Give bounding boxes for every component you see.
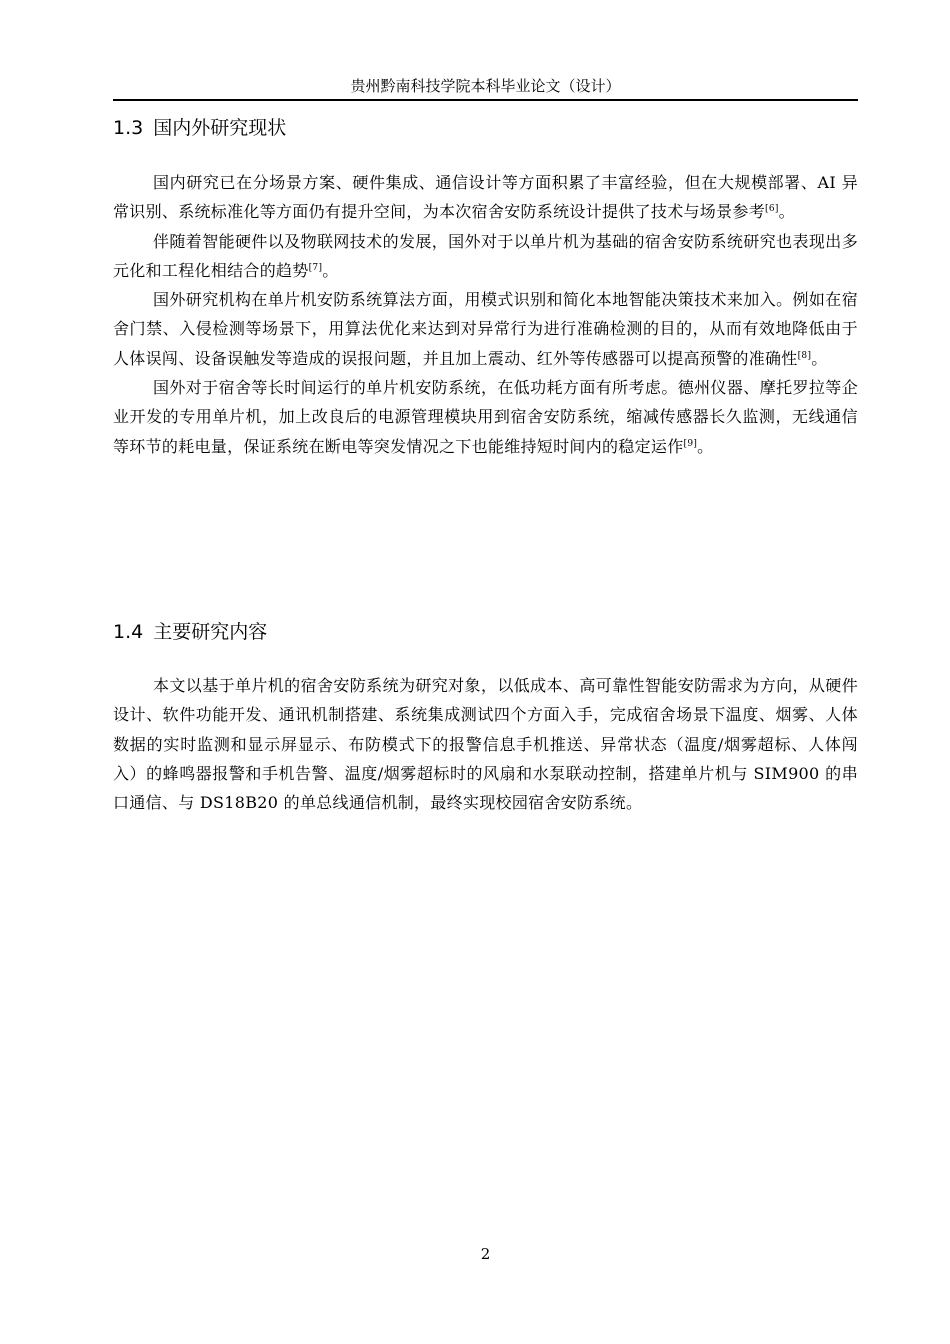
paragraph-end: 。 [322, 260, 339, 280]
section-title: 主要研究内容 [153, 621, 268, 643]
paragraph-text: 国外对于宿舍等长时间运行的单片机安防系统，在低功耗方面有所考虑。德州仪器、摩托罗拉等企业开发的专用单片机，加上改良后的电源管理模块用到宿舍安防系统，缩减传感器长久监测，无线通信等环节的耗电量，保证系统在断电等突发情况之下也能维持短时间内的稳定运作 [113, 378, 858, 456]
section-body-1-3 [113, 168, 858, 461]
paragraph-text: 国外研究机构在单片机安防系统算法方面，用模式识别和简化本地智能决策技术来加入。例如在宿舍门禁、入侵检测等场景下，用算法优化来达到对异常行为进行准确检测的目的，从而有效地降低由于人体误闯、设备误触发等造成的误报问题，并且加上震动、红外等传感器可以提高预警的准确性 [113, 290, 858, 368]
paragraph-end: 。 [811, 348, 828, 368]
paragraph [113, 285, 858, 373]
citation-ref: [8] [797, 350, 812, 361]
citation-ref: [9] [683, 438, 698, 449]
paragraph-text: 伴随着智能硬件以及物联网技术的发展，国外对于以单片机为基础的宿舍安防系统研究也表现出多元化和工程化相结合的趋势 [113, 231, 858, 280]
section-heading-1-4 [113, 619, 267, 645]
section-title: 国内外研究现状 [153, 117, 287, 139]
section-heading-1-3 [113, 115, 286, 141]
paragraph-text: 本文以基于单片机的宿舍安防系统为研究对象，以低成本、高可靠性智能安防需求为方向，从硬件设计、软件功能开发、通讯机制搭建、系统集成测试四个方面入手，完成宿舍场景下温度、烟雾、人体数据的实时监测和显示屏显示、布防模式下的报警信息手机推送、异常状态（温度/烟雾超标、人体闯入）的蜂鸣器报警和手机告警、温度/烟雾超标时的风扇和水泵联动控制，搭建单片机与 SIM900 的串口通信、与 DS18B20 的单总线通信机制，最终实现校园宿舍安防系统。 [113, 676, 858, 813]
section-body-1-4 [113, 671, 858, 817]
paragraph-end: 。 [697, 436, 714, 456]
header-divider [113, 99, 858, 101]
paragraph [113, 227, 858, 286]
paragraph-end: 。 [778, 202, 795, 222]
page-header: 贵州黔南科技学院本科毕业论文（设计） [350, 77, 621, 95]
page-number: 2 [480, 1245, 491, 1263]
section-number: 1.4 [113, 621, 144, 643]
citation-ref: [7] [308, 262, 323, 273]
paragraph [113, 168, 858, 227]
citation-ref: [6] [765, 204, 779, 215]
paragraph [113, 671, 858, 817]
section-number: 1.3 [113, 117, 144, 139]
paragraph-text: 国内研究已在分场景方案、硬件集成、通信设计等方面积累了丰富经验，但在大规模部署、AI 异常识别、系统标准化等方面仍有提升空间，为本次宿舍安防系统设计提供了技术与场景参考 [113, 173, 858, 222]
paragraph [113, 373, 858, 461]
